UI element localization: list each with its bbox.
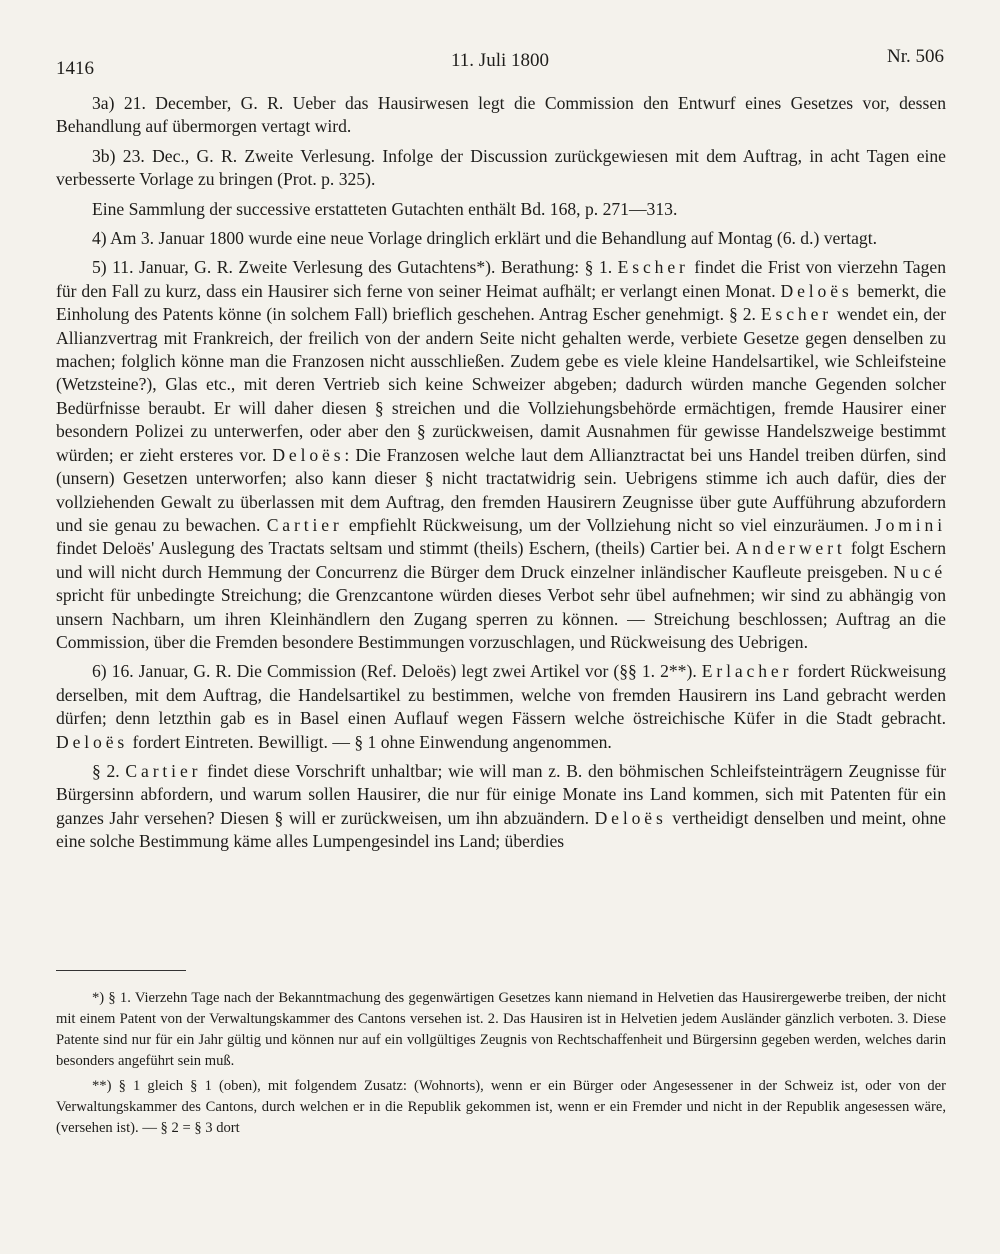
paragraph-5 [56, 256, 946, 654]
paragraph-7 [56, 760, 946, 854]
footnotes [56, 988, 946, 1143]
text-run: fordert Eintreten. Bewilligt. — § 1 ohne Einwendung angenommen. [132, 731, 612, 752]
text-run: vertheidigt denselben und meint, ohne eine solche Bestimmung käme alles Lumpengesindel ins Land; überdies [56, 807, 946, 852]
paragraph-4: 4) Am 3. Januar 1800 wurde eine neue Vorlage dringlich erklärt und die Behandlung auf Montag (6. d.) vertagt. [92, 228, 877, 249]
footnote-divider [56, 970, 186, 971]
text-run: : Die Franzosen welche laut dem Allianztractat bei uns Handel treiben dürfen, sind (unsern) Gesetzen unterworfen; also kann dieser § nicht tractatwidrig sein. Uebrigens stimme ich auch dafür, dies der vollziehenden Gewalt zu überlassen mit dem Auftrag, den fremden Hausirern Zeugnisse über gute Aufführung abzufordern und sie genau zu bewachen. [56, 444, 946, 535]
paragraph-3b: 3b) 23. Dec., G. R. Zweite Verlesung. Infolge der Discussion zurückgewiesen mit dem Auftrag, in acht Tagen eine verbesserte Vorlage zu bringen (Prot. p. 325). [56, 145, 946, 190]
text-run: § 2. [92, 760, 120, 781]
text-run: bemerkt, die Einholung des Patents könne (in solchem Fall) brieflich geschehen. Antrag Escher genehmigt. § 2. [56, 280, 946, 325]
page-number: 1416 [56, 58, 94, 79]
header-date: 11. Juli 1800 [451, 50, 549, 71]
footnote-1: *) § 1. Vierzehn Tage nach der Bekanntmachung des gegenwärtigen Gesetzes kann niemand in Helvetien das Hausirergewerbe treiben, der nicht mit einem Patent von der Verwaltungskammer des Cantons versehen ist. 2. Das Hausiren ist in Helvetien jedem Ausländer gänzlich verboten. 3. Diese Patente sind nur für ein Jahr gültig und können nur auf ein vollgültiges Zeugnis von Rechtschaffenheit und Bürgersinn gegeben werden, welches darin besonders angeführt sein muß. [56, 990, 946, 1069]
speaker-name: Deloës [56, 731, 129, 752]
paragraph-3a: 3a) 21. December, G. R. Ueber das Hausirwesen legt die Commission den Entwurf eines Gesetzes vor, dessen Behandlung auf übermorgen vertagt wird. [56, 93, 946, 137]
speaker-name: Cartier [266, 514, 343, 535]
speaker-name: Anderwert [735, 538, 846, 559]
text-run: empfiehlt Rückweisung, um der Vollziehung nicht so viel einzuräumen. [348, 514, 869, 535]
speaker-name: Escher [617, 257, 689, 278]
speaker-name: Deloës [272, 444, 345, 465]
paragraph-6 [56, 660, 946, 754]
footnote-2: **) § 1 gleich § 1 (oben), mit folgendem Zusatz: (Wohnorts), wenn er ein Bürger oder Angesessener in der Schweiz ist, oder von der Verwaltungskammer des Cantons, durch welchen er in die Republik gekommen ist, wenn er ein Fremder und nicht in der Republik angesessen wäre, (versehen ist). — § 2 = § 3 dort [56, 1078, 946, 1136]
document-number: Nr. 506 [887, 46, 944, 67]
text-run: findet Deloës' Auslegung des Tractats seltsam und stimmt (theils) Eschern, (theils) Cartier bei. [56, 538, 731, 559]
speaker-name: Deloës [780, 280, 853, 301]
speaker-name: Cartier [125, 760, 202, 781]
speaker-name: Escher [760, 304, 832, 325]
text-run: findet die Frist von vierzehn Tagen für den Fall zu kurz, dass ein Hausirer sich ferne von seiner Heimat aufhält; er verlangt einen Monat. [56, 257, 946, 301]
text-run: 6) 16. Januar, G. R. Die Commission (Ref. Deloës) legt zwei Artikel vor (§§ 1. 2**). [92, 661, 697, 682]
text-run: findet diese Vorschrift unhaltbar; wie will man z. B. den böhmischen Schleifsteinträgern Zeugnisse für Bürgersinn abfordern, und warum sollen Hausirer, die nur für einige Monate ins Land kommen, sich mit Patenten für ein ganzes Jahr versehen? Diesen § will er zurückweisen, um ihn abzuändern. [56, 760, 946, 828]
paragraph-sammlung: Eine Sammlung der successive erstatteten Gutachten enthält Bd. 168, p. 271—313. [92, 198, 678, 219]
text-run: wendet ein, der Allianzvertrag mit Frankreich, der freilich von der andern Seite nicht gehalten werde, verbiete Gesetze gegen denselben zu machen; folglich könne man die Franzosen nicht ausschließen. Zudem gebe es viele kleine Handelsartikel, wie Schleifsteine (Wetzsteine?), Glas etc., mit deren Vertrieb sich keine Schweizer abgeben; dadurch würden manche Gegenden solcher Bedürfnisse beraubt. Er will daher diesen § streichen und die Vollziehungsbehörde ermächtigen, fremde Hausirer einer besondern Polizei zu unterwerfen, oder aber den § zurückweisen, damit Ausnahmen für gewisse Handelszweige bestimmt würden; er zieht ersteres vor. [56, 304, 946, 465]
text-run: spricht für unbedingte Streichung; die Grenzcantone würden dieses Verbot sehr übel aufnehmen; wir sind zu abhängig von unsern Nachbarn, um ihren Kleinhändlern den Zugang sperren zu können. — Streichung beschlossen; Auftrag an die Commission, über die Fremden besondere Bestimmungen vorzuschlagen, und Rückweisung des Uebrigen. [56, 585, 946, 652]
text-run: fordert Rückweisung derselben, mit dem Auftrag, die Handelsartikel zu bestimmen, welche von fremden Hausirern ins Land gebracht werden dürfen; denn letzthin gab es in Basel einen Auflauf wegen Fässern welche östreichische Küfer in die Stadt gebracht. [56, 661, 947, 729]
page-header [56, 46, 944, 80]
text-run: 5) 11. Januar, G. R. Zweite Verlesung des Gutachtens*). Berathung: § 1. [92, 257, 613, 278]
speaker-name: Deloës [594, 807, 667, 828]
text-run: folgt Eschern und will nicht durch Hemmung der Concurrenz die Bürger dem Druck einzelner inländischer Kaufleute preisgeben. [56, 538, 947, 582]
speaker-name: Nucé [893, 561, 947, 582]
speaker-name: Jomini [874, 514, 946, 535]
speaker-name: Erlacher [701, 661, 793, 682]
main-text [56, 92, 946, 860]
